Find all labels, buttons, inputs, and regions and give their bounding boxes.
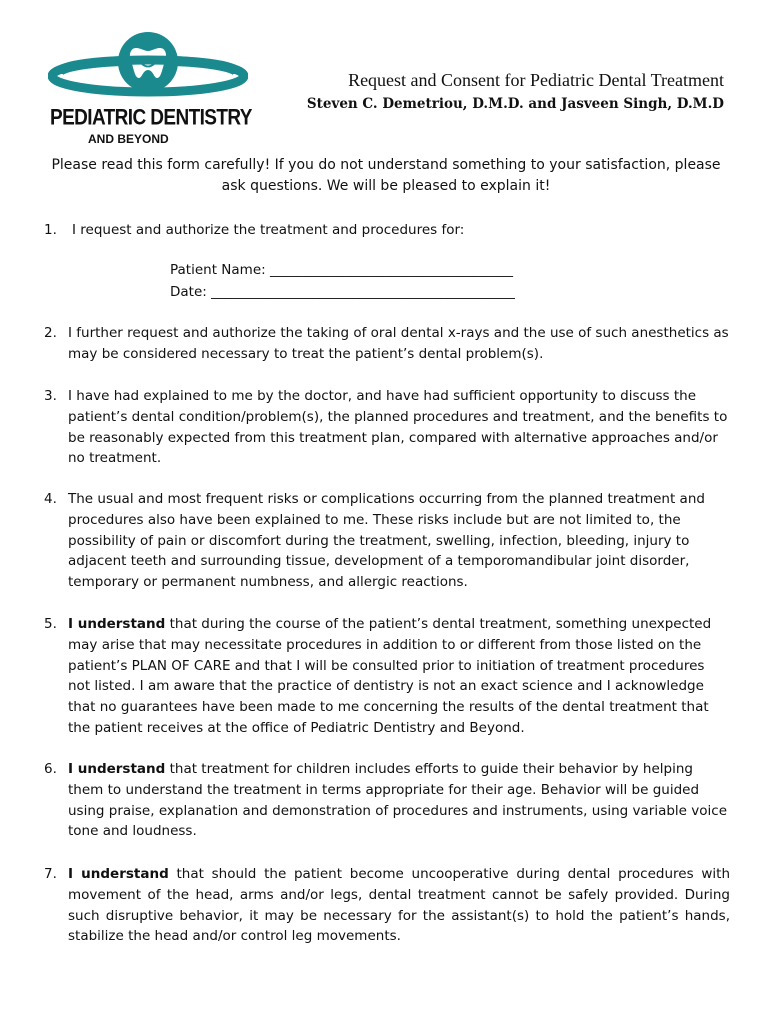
list-item bbox=[44, 386, 730, 469]
item-text: I further request and authorize the taking of oral dental x-rays and the use of such anesthetics as may be considered necessary to treat the patient’s dental problem(s). bbox=[68, 325, 729, 362]
document-title: Request and Consent for Pediatric Dental Treatment bbox=[348, 70, 724, 90]
item-text: I have had explained to me by the doctor, and have had sufficient opportunity to discuss the patient’s dental condition/problem(s), the planned procedures and treatment, and the benefits to be reasonably expected from this treatment plan, compared with alternative approaches and/or no treatment. bbox=[68, 388, 728, 467]
logo-text: PEDIATRIC DENTISTRY bbox=[50, 106, 252, 131]
list-item bbox=[44, 220, 730, 241]
item-emphasis: I understand bbox=[68, 866, 169, 882]
item-number: 4. bbox=[44, 491, 57, 507]
item-number: 5. bbox=[44, 616, 57, 632]
item-number: 7. bbox=[44, 866, 57, 882]
item-number: 3. bbox=[44, 388, 57, 404]
item-body: that during the course of the patient’s dental treatment, something unexpected may arise that may necessitate procedures in addition to or different from those listed on the patient’s PLAN OF CARE and that I will be consulted prior to initiation of treatment procedures not listed. I am aware that the practice of dentistry is not an exact science and I acknowledge that no guarantees have been made to me concerning the results of the dental treatment that the patient receives at the office of Pediatric Dentistry and Beyond. bbox=[68, 616, 712, 736]
list-item bbox=[44, 489, 730, 593]
list-item bbox=[44, 759, 730, 842]
doctor-names: Steven C. Demetriou, D.M.D. and Jasveen Singh, D.M.D bbox=[306, 96, 724, 112]
item-number: 2. bbox=[44, 325, 57, 341]
intro-text: Please read this form carefully! If you do not understand something to your satisfaction, please ask questions. We will be pleased to explain it! bbox=[51, 157, 721, 194]
list-item bbox=[44, 614, 730, 739]
date-field[interactable]: Date: _____________________________________________ bbox=[170, 284, 515, 300]
list-item bbox=[44, 864, 730, 947]
item-text bbox=[68, 614, 730, 739]
item-emphasis: I understand bbox=[68, 616, 166, 632]
item-emphasis: I understand bbox=[68, 761, 166, 777]
list-item bbox=[44, 323, 730, 365]
item-number: 1. bbox=[44, 222, 57, 238]
item-body: that treatment for children includes efforts to guide their behavior by helping them to understand the treatment in terms appropriate for their age. Behavior will be guided using praise, explanation and demonstration of procedures and instruments, using variable voice tone and loudness. bbox=[68, 761, 727, 840]
logo-subtext: AND BEYOND bbox=[88, 132, 169, 146]
item-text: I request and authorize the treatment and procedures for: bbox=[72, 222, 465, 238]
patient-name-field[interactable]: Patient Name: ____________________________________ bbox=[170, 262, 513, 278]
item-text bbox=[68, 759, 730, 842]
practice-logo bbox=[48, 26, 252, 150]
tooth-planet-icon bbox=[48, 26, 248, 116]
item-text bbox=[68, 864, 730, 947]
item-number: 6. bbox=[44, 761, 57, 777]
item-text: The usual and most frequent risks or complications occurring from the planned treatment and procedures also have been explained to me. These risks include but are not limited to, the possibility of pain or discomfort during the treatment, swelling, infection, bleeding, injury to adjacent teeth and surrounding tissue, development of a temporomandibular joint disorder, temporary or permanent numbness, and allergic reactions. bbox=[68, 491, 705, 591]
item-body: that should the patient become uncooperative during dental procedures with movement of the head, arms and/or legs, dental treatment cannot be safely provided. During such disruptive behavior, it may be necessary for the assistant(s) to hold the patient’s hands, stabilize the head and/or control leg movements. bbox=[68, 866, 731, 945]
